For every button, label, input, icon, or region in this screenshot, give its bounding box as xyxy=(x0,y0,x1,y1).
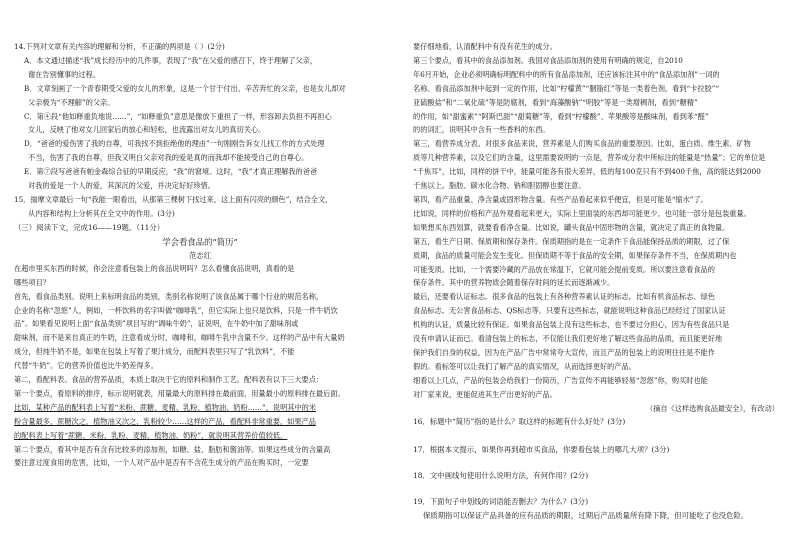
underlined-sentence-line: 粉含量最多，蔗糖次之，植物油又次之，乳粉较少……这样的产品，看配料非常重要，如果产品 xyxy=(14,416,316,426)
article-paragraph-line: 要注意过度食用的危害，比如，一个人对产品中是否有不含花生成分的产品在购买时，一定要 xyxy=(14,458,309,468)
article-paragraph-line: 质期，食品的质量可能会发生变化。但保质期不等于食品的安全期，如果保存条件不当，在保质期内也 xyxy=(413,250,737,260)
article-paragraph-line: 的的词汇，说明其中含有一些香料的东西。 xyxy=(413,125,550,135)
right-article-body xyxy=(413,40,785,402)
article-paragraph-line: 假的。看标签可以让我们了解产品的真实情况，从而选择更好的产品。 xyxy=(413,361,636,371)
article-paragraph-line: 最后，还要看认证标志。很多食品的包装上有各种营养素认证的标志，比如有机食品标志、绿色 xyxy=(413,292,715,302)
left-column xyxy=(14,40,386,470)
q14-option-d-line2: 不当，伤害了我的自尊，但我又明白父亲对我的爱是真的而我却不能接受自己的自尊心。 xyxy=(28,153,309,163)
question-15-line2: 从内容和结构上分析其在全文中的作用。(3分) xyxy=(28,208,175,218)
article-paragraph-line: 保护我们自身的权益，因为在产品广告中常常夸大宣传，而且产品的包装上的说明往往是不能作 xyxy=(413,347,715,357)
article-paragraph-line: 亚硫酸盐”和“二氧化硫”等是防腐剂，看到“海藻酸钠”“明胶”等是一类增稠剂，看到“糖精” xyxy=(413,97,698,107)
article-paragraph-line: 首先，看食品类别。说明上来标明食品的类别，类别名称说明了该食品属于哪个行业的规范名称， xyxy=(14,291,324,301)
question-19: 19．下面句子中划线的词语能否删去？为什么？(3分) xyxy=(413,497,589,507)
q14-option-d-line1: D．“爸爸的爱伤害了我的自尊，可我找不到拒绝他的理由”一句刚刚告诉女儿找工作的方式处理 xyxy=(24,139,325,149)
answer-space xyxy=(413,457,785,469)
article-paragraph-line: 食品标志、无公害食品标志、QS标志等。只要有这些标志，就能说明这种食品已经经过了国家认证 xyxy=(413,306,726,316)
article-paragraph-line: 第四，看产品重量、净含量或固形物含量。有些产品看起来似乎便宜，但是可能是“缩水”了。 xyxy=(413,194,708,204)
article-paragraph-line: 质等几种营养素，以及它们的含量，这里需要说明的一点是，营养成分表中所标注的能量是“热量”；它的单位是 xyxy=(413,153,766,163)
answer-space xyxy=(413,429,785,443)
article-paragraph-line: 第二，看配料表。食品的营养品质，本质上取决于它的原料和制作工艺。配料表有以下三大要点： xyxy=(14,375,324,385)
section-three-heading: （三）阅读下文，完成16——19题。（11分） xyxy=(14,222,165,232)
article-paragraph-line: 如果想买东西划算，就要看看净含量。比如说，罐头食品中固形物的含量，就决定了真正的食物量。 xyxy=(413,222,730,232)
article-paragraph-line: 的作用，如“甜蜜素”“阿斯巴甜”“甜菊糖”等，看到“柠檬酸”、苹果酸等是酸味剂，看到苯“醛” xyxy=(413,111,709,121)
article-paragraph-line: “千焦耳”，比如，同样的饼干中，能量可能各有很大差异，低的每100克只有不到400千焦，高的能达到2000 xyxy=(413,167,761,177)
underlined-sentence-line: 的配料表上写着“蔗糖、米粉、乳粉、麦精、植物油、奶粉”，就说明其营养价值较低。 xyxy=(14,430,288,440)
article-paragraph-line: 哪些项目？ xyxy=(14,277,50,287)
article-paragraph-line: 可能变质。比如，一个需要冷藏的产品放在常温下，它就可能会提前变质。所以要注意看食品的 xyxy=(413,264,715,274)
question-14-stem: 14.下列对文章有关内容的理解和分析，不正确的两项是（ ）(2分) xyxy=(14,42,225,51)
article-paragraph-line: 机构的认证，质量比较有保证。如果食品包装上没有这些标志，也不要过分担心，因为有些食品只是 xyxy=(413,320,730,330)
answer-space xyxy=(413,483,785,495)
article-paragraph-line: 比如说，同样的价格和产品外观看起来更大，实际上里面装的东西却可能更少。也可能一部分是包装重量。 xyxy=(413,208,751,218)
right-column xyxy=(413,40,785,523)
underlined-sentence-line: 比如，某种产品的配料表上写着“米粉、蔗糖、麦精、乳粉、植物油、奶粉……”，说明其中的米 xyxy=(14,402,317,412)
q14-option-e-line2: 对我的爱是一个人的爱，其深沉的父爱，并决定好好珍惜。 xyxy=(28,181,215,191)
question-18: 18．文中画线句使用什么说明方法，有何作用？(2分) xyxy=(413,471,589,481)
article-paragraph-line: 在超市里买东西的时候，你会注意看包装上的食品说明吗？怎么看懂食品说明，真看的是 xyxy=(14,263,295,273)
question-15-line1: 15．揣摩文章最后一句“我能一眼看出，从那第三棵树下找过来，这上面有闪亮的颜色”，结合全文， xyxy=(14,194,333,204)
article-paragraph-line: 细看以上几点，产品的包装会给我们一份简历，广告宣传不再能够轻易“忽悠”你，购买时也能 xyxy=(413,375,708,385)
question-19-quote: 保质期指可以保证产品具备的应有品质的期限，过期后产品质量所有降下降，但可能吃了也没危险。 xyxy=(423,511,749,521)
article-paragraph-line: 名称。看食品添加剂中起到一定的作用，比如“柠檬黄”“胭脂红”等是一类着色剂，看到“卡拉胶”“ xyxy=(413,83,720,93)
article-paragraph-line: 千焦以上。脂肪、碳水化合物、钠和胆固醇也要注意。 xyxy=(413,181,586,191)
article-paragraph-line: 代替“牛奶”。它的营养价值也比牛奶差得多。 xyxy=(14,361,158,371)
article-paragraph-line: 企业的名称“忽悠”人，例如，一杯饮料的名字叫做“咖啡乳”，但它实际上也只是饮料，只是一件牛奶饮 xyxy=(14,305,338,315)
article-paragraph-line: 第二个要点，看其中是否有含有比较多的添加剂，如糖、盐、脂肪和酱油等。如果这些成分的含量高 xyxy=(14,444,331,454)
q14-option-b-line2: 父亲极为“不理解”的父亲。 xyxy=(28,97,115,107)
article-paragraph-line: 第五，看生产日期、保质期和保存条件。保质期指的是在一定条件下食品能保持品质的期限，过了保 xyxy=(413,236,730,246)
q14-option-e-line1: E．第⑦段写爸爸有帕金森综合征的早期反应，“我”的窘境。这时，“我”才真正理解我的爸爸 xyxy=(24,167,318,177)
q14-option-b-line1: B．文章刻画了一个青春期受父爱的女儿的形象，这是一个甘于付出、辛苦奔忙的父亲，也是女儿却对 xyxy=(24,83,346,93)
article-paragraph-line: 第三个要点，看其中的食品添加剂。我国对食品添加剂的使用有明确的规定，自2010 xyxy=(413,55,683,65)
article-paragraph-line: 要仔细地看，认清配料中有没有花生的成分。 xyxy=(413,42,557,51)
article-paragraph-line: 第一个要点，看原料的排序，标示说明就表，用量最大的原料排在最前面，用量最小的原料排在最后面。 xyxy=(14,388,345,398)
article-source: （摘自《这样选购食品最安全》，有改动） xyxy=(646,403,779,413)
article-paragraph-line: 年6月开始，企业必须明确标明配料中的所有食品添加剂，还应该标注其中的“食品添加剂”一词的 xyxy=(413,69,720,79)
article-paragraph-line: 甜味剂，而不是来自真正的牛奶，注意看成分时，咖啡和，咖啡牛乳中含量不少。这样的产品中有大量奶 xyxy=(14,333,345,343)
article-paragraph-line: 品”。如果看见说明上面“食品类别”项目写的“调味牛奶”，证说明，在牛奶中加了甜味剂或 xyxy=(14,319,299,329)
question-17: 17．根据本文提示，如果你再到超市买食品，你要看包装上的哪几大项？(3分) xyxy=(413,445,670,455)
article-paragraph-line: 第三，看营养成分表。对很多食品来说，营养素是人们购买食品的重要原因。比如，蛋白质、维生素、矿物 xyxy=(413,139,751,149)
article-paragraph-line: 保存条件。其中的营养物质会随着保存时间的延长而逐渐减少。 xyxy=(413,278,615,288)
q14-option-c-line1: C．第④段“他如释重负地说……”，“如释重负”意思是像放下重担了一样，形容卸去负担不再担心 xyxy=(24,111,332,121)
left-article-body xyxy=(14,262,386,471)
question-16: 16．标题中“简历”指的是什么？取这样的标题有什么好处？(3分) xyxy=(413,417,626,427)
q14-option-c-line2: 女儿，反映了他对女儿回家后的放心和轻松，也流露出对女儿的真切关心。 xyxy=(28,125,266,135)
q14-option-a-line2: 谢在告别懂事的过程。 xyxy=(28,69,100,79)
q14-option-a-line1: A．本文通过描述“我”成长经历中的几件事，表现了“我”在父爱的感召下，终于理解了父亲， xyxy=(24,55,318,65)
article-title: 学会看食品的“简历” xyxy=(162,236,238,247)
article-paragraph-line: 对厂家来说，更能促进其生产出更好的产品。 xyxy=(413,389,557,399)
article-author: 范志红 xyxy=(188,250,212,260)
article-paragraph-line: 成分，但纯牛奶不是，如果在包装上写着了果汁成分，而配料表里只写了“乳饮料”，不能 xyxy=(14,347,295,357)
article-paragraph-line: 没有申请认证而已。看清包装上的标志，不仅能让我们更好地了解这些食品的品质，而且能更好地 xyxy=(413,334,723,344)
